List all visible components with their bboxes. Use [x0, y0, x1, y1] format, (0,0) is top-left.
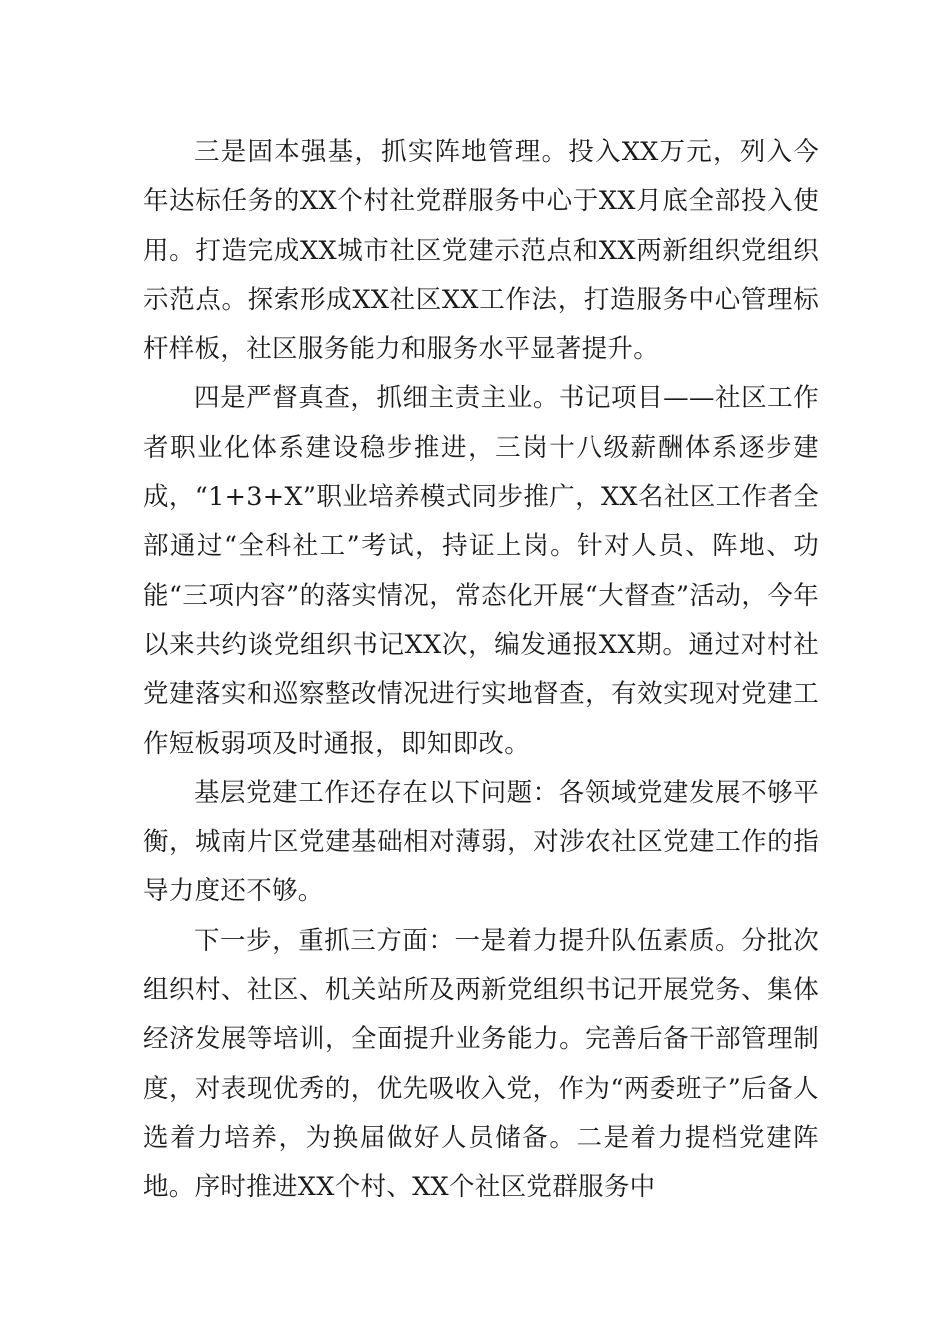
- document-body: [143, 128, 819, 1213]
- paragraph-next-steps: 下一步，重抓三方面：一是着力提升队伍素质。分批次组织村、社区、机关站所及两新党组织书记开展党务、集体经济发展等培训，全面提升业务能力。完善后备干部管理制度，对表现优秀的，优先吸收入党，作为“两委班子”后备人选着力培养，为换届做好人员储备。二是着力提档党建阵地。序时推进XX个村、XX个社区党群服务中: [143, 925, 819, 1203]
- paragraph-strict-supervision: 四是严督真查，抓细主责主业。书记项目——社区工作者职业化体系建设稳步推进，三岗十八级薪酬体系逐步建成，“1+3+X”职业培养模式同步推广，XX名社区工作者全部通过“全科社工”考试，持证上岗。针对人员、阵地、功能“三项内容”的落实情况，常态化开展“大督查”活动，今年以来共约谈党组织书记XX次，编发通报XX期。通过对村社党建落实和巡察整改情况进行实地督查，有效实现对党建工作短板弱项及时通报，即知即改。: [143, 383, 819, 759]
- paragraph-consolidate-foundation: 三是固本强基，抓实阵地管理。投入XX万元，列入今年达标任务的XX个村社党群服务中心于XX月底全部投入使用。打造完成XX城市社区党建示范点和XX两新组织党组织示范点。探索形成XX社区XX工作法，打造服务中心管理标杆样板，社区服务能力和服务水平显著提升。: [143, 137, 819, 365]
- paragraph-existing-problems: 基层党建工作还存在以下问题：各领域党建发展不够平衡，城南片区党建基础相对薄弱，对涉农社区党建工作的指导力度还不够。: [143, 777, 819, 907]
